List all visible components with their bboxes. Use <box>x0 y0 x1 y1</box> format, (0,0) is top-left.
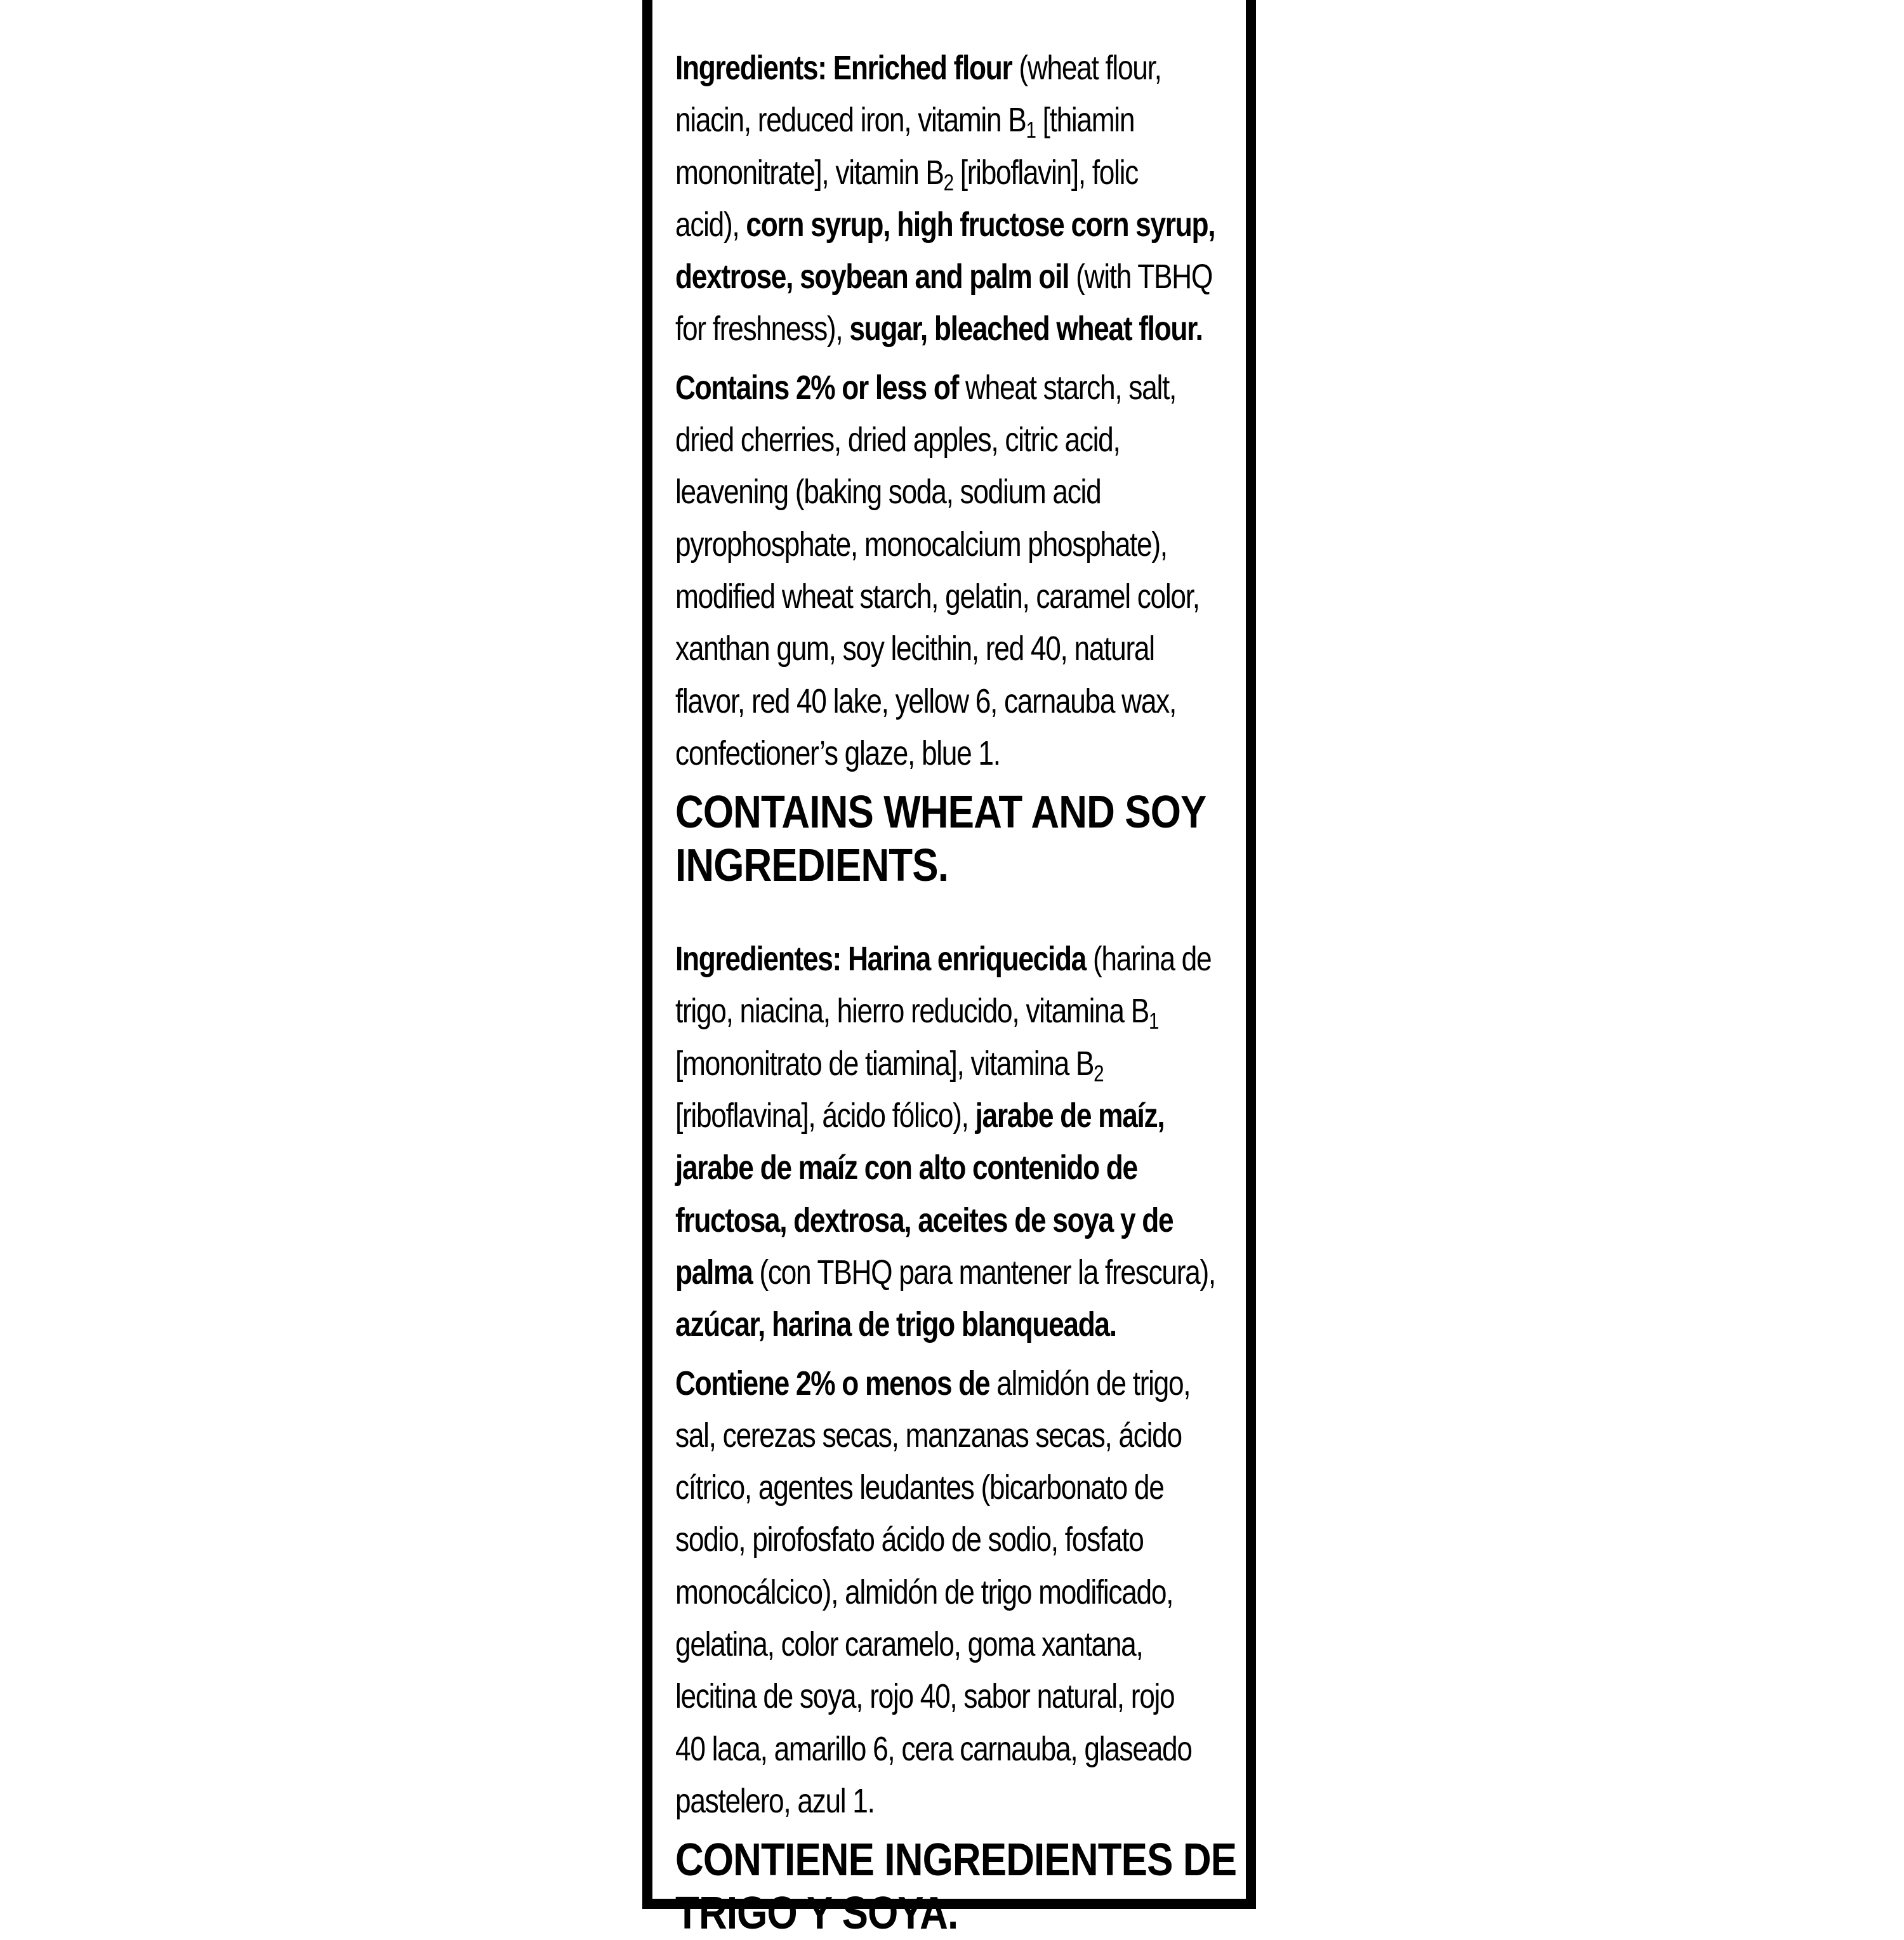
bold-ingredient-text: dextrose, soybean and palm oil <box>675 258 1069 296</box>
ingredient-text: trigo, niacina, hierro reducido, vitamina B <box>675 992 1149 1031</box>
ingredient-text: almidón de trigo, <box>989 1364 1191 1402</box>
text-line <box>675 251 1248 303</box>
ingredient-text: [thiamin <box>1035 101 1135 140</box>
text-line <box>675 1409 1248 1462</box>
bold-ingredient-text: Ingredientes: Harina enriquecida <box>675 940 1087 979</box>
text-line <box>675 1298 1248 1350</box>
ingredient-text: dried cherries, dried apples, citric acid, <box>675 421 1120 459</box>
text-line <box>675 1514 1248 1566</box>
allergen-line: TRIGO Y SOYA. <box>675 1888 958 1939</box>
spanish-ingredients-paragraph <box>675 933 1248 1350</box>
bold-ingredient-text: sugar, bleached wheat flour. <box>849 310 1203 348</box>
text-line <box>675 94 1248 146</box>
ingredient-text: mononitrate], vitamin B <box>675 153 944 192</box>
bold-ingredient-text: jarabe de maíz con alto contenido de <box>675 1149 1137 1187</box>
text-line <box>675 1038 1248 1090</box>
allergen-line: CONTAINS WHEAT AND SOY <box>675 787 1207 838</box>
bold-ingredient-text: jarabe de maíz, <box>975 1097 1165 1135</box>
allergen-line: CONTIENE INGREDIENTES DE <box>675 1835 1237 1886</box>
ingredient-text: (harina de <box>1086 940 1212 979</box>
bold-ingredient-text: fructosa, dextrosa, aceites de soya y de <box>675 1201 1173 1239</box>
ingredient-text: lecitina de soya, rojo 40, sabor natural, rojo <box>675 1677 1175 1716</box>
ingredient-text: confectioner’s glaze, blue 1. <box>675 734 1000 772</box>
text-line <box>675 675 1248 727</box>
text-line <box>675 623 1248 675</box>
ingredient-text: (con TBHQ para mantener la frescura), <box>752 1253 1215 1291</box>
ingredient-text: sal, cerezas secas, manzanas secas, ácido <box>675 1416 1182 1455</box>
bold-ingredient-text: Contains 2% or less of <box>675 368 959 407</box>
text-line <box>675 1775 1248 1827</box>
text-line <box>675 42 1248 94</box>
bold-ingredient-text: Ingredients: Enriched flour <box>675 49 1012 87</box>
text-line <box>675 362 1248 414</box>
ingredient-text: pyrophosphate, monocalcium phosphate), <box>675 525 1167 564</box>
ingredient-text: [mononitrato de tiamina], vitamina B <box>675 1044 1094 1083</box>
text-line <box>675 727 1248 779</box>
ingredient-text: for freshness), <box>675 310 850 348</box>
english-contains-less-paragraph <box>675 362 1248 779</box>
text-line <box>675 1723 1248 1775</box>
text-line <box>675 1142 1248 1194</box>
ingredient-text: sodio, pirofosfato ácido de sodio, fosfato <box>675 1521 1144 1559</box>
ingredient-text: wheat starch, salt, <box>958 368 1176 407</box>
subscript-number: 2 <box>943 169 953 195</box>
text-line <box>675 1618 1248 1670</box>
text-line <box>675 1357 1248 1409</box>
bold-ingredient-text: palma <box>675 1253 753 1291</box>
ingredient-text: leavening (baking soda, sodium acid <box>675 473 1101 511</box>
english-allergen-statement <box>675 786 1276 892</box>
ingredient-text: pastelero, azul 1. <box>675 1781 875 1820</box>
ingredients-content <box>675 42 1250 1940</box>
subscript-number: 1 <box>1026 117 1036 143</box>
ingredient-text: 40 laca, amarillo 6, cera carnauba, glaseado <box>675 1729 1192 1768</box>
ingredient-text: (wheat flour, <box>1012 49 1161 87</box>
text-line <box>675 466 1248 518</box>
ingredient-text: monocálcico), almidón de trigo modificado, <box>675 1573 1173 1611</box>
ingredient-text: cítrico, agentes leudantes (bicarbonato de <box>675 1468 1164 1507</box>
text-line <box>675 303 1248 355</box>
text-line <box>675 147 1248 199</box>
bold-ingredient-text: Contiene 2% o menos de <box>675 1364 990 1402</box>
text-line <box>675 933 1248 985</box>
text-line <box>675 985 1248 1037</box>
text-line <box>675 518 1248 571</box>
spanish-allergen-statement <box>675 1833 1276 1940</box>
ingredient-text: flavor, red 40 lake, yellow 6, carnauba wax, <box>675 682 1176 720</box>
text-line <box>675 571 1248 623</box>
ingredient-text: niacin, reduced iron, vitamin B <box>675 101 1026 140</box>
subscript-number: 2 <box>1094 1060 1104 1086</box>
spanish-contains-less-paragraph <box>675 1357 1248 1828</box>
text-line <box>675 1194 1248 1246</box>
text-line <box>675 199 1248 251</box>
ingredient-text: xanthan gum, soy lecithin, red 40, natural <box>675 630 1154 668</box>
ingredient-text: (with TBHQ <box>1069 258 1212 296</box>
english-ingredients-paragraph <box>675 42 1248 355</box>
bold-ingredient-text: corn syrup, high fructose corn syrup, <box>746 205 1215 244</box>
ingredient-text: acid), <box>675 205 746 244</box>
ingredient-text: [riboflavin], folic <box>953 153 1138 192</box>
text-line <box>675 414 1248 466</box>
text-line <box>675 1246 1248 1298</box>
text-line <box>675 1090 1248 1142</box>
ingredient-text: gelatina, color caramelo, goma xantana, <box>675 1625 1143 1664</box>
text-line <box>675 1462 1248 1514</box>
text-line <box>675 1566 1248 1618</box>
bold-ingredient-text: azúcar, harina de trigo blanqueada. <box>675 1305 1116 1344</box>
ingredient-text: modified wheat starch, gelatin, caramel color, <box>675 577 1200 616</box>
ingredient-text: [riboflavina], ácido fólico), <box>675 1097 975 1135</box>
ingredients-label-panel <box>642 0 1256 1939</box>
subscript-number: 1 <box>1148 1008 1159 1034</box>
allergen-line: INGREDIENTS. <box>675 840 949 892</box>
text-line <box>675 1670 1248 1722</box>
